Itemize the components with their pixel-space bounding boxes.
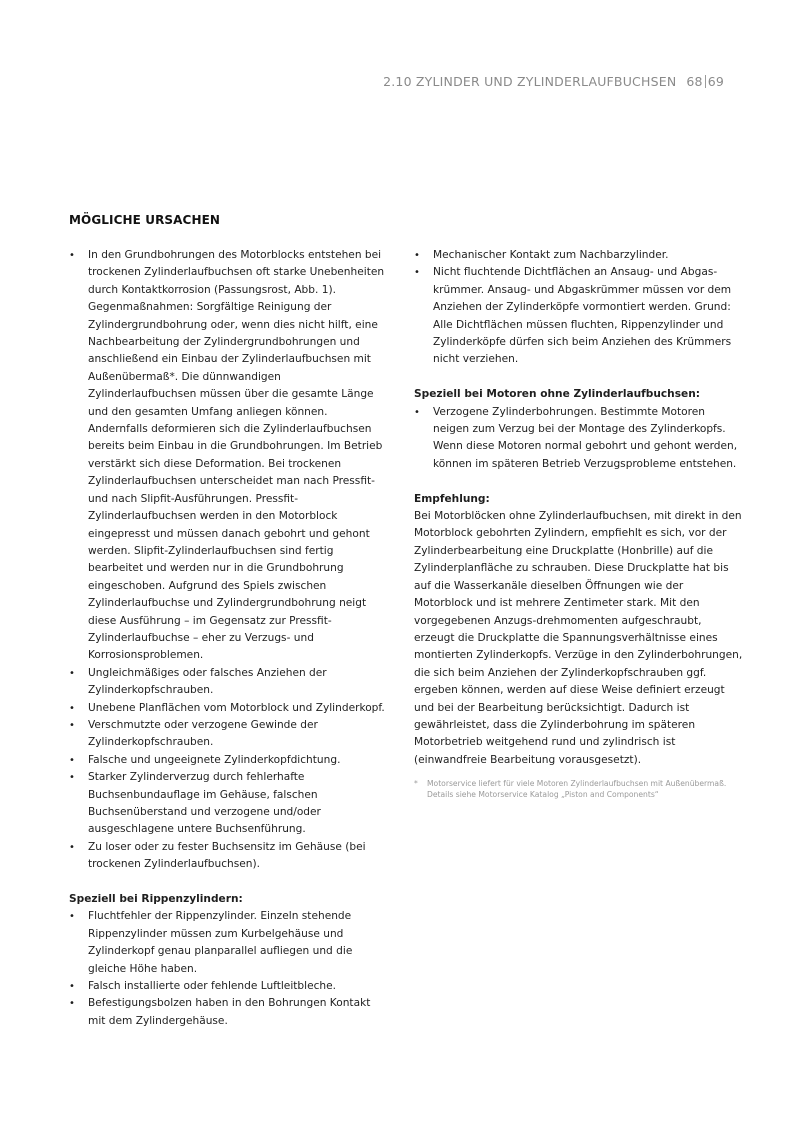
- ribbed-cylinders-heading: Speziell bei Rippenzylindern:: [69, 893, 243, 906]
- page-number-left: 68: [686, 74, 703, 89]
- ribbed-causes-list-continued: [414, 247, 744, 369]
- bullet-icon: •: [69, 667, 75, 679]
- list-item: • Falsch installierte oder fehlende Luftleitbleche.: [69, 978, 389, 995]
- list-item: • Unebene Planflächen vom Motorblock und Zylinderkopf.: [69, 700, 389, 717]
- list-item: • Zu loser oder zu fester Buchsensitz im Gehäuse (bei trockenen Zylinderlaufbuchsen).: [69, 840, 366, 871]
- bullet-icon: •: [69, 719, 75, 731]
- chapter-title: 2.10 ZYLINDER UND ZYLINDERLAUFBUCHSEN: [383, 74, 677, 89]
- footnote: [414, 778, 744, 800]
- recommendation-heading: Empfehlung:: [414, 492, 490, 505]
- bullet-icon: •: [414, 267, 420, 279]
- footnote-mark: *: [414, 779, 418, 788]
- list-item: • Falsche und ungeeignete Zylinderkopfdichtung.: [69, 752, 389, 769]
- recommendation-text: Bei Motorblöcken ohne Zylinderlaufbuchsen, mit direkt in den Motorblock gebohrten Zylindern, empfiehlt es sich, vor der Zylinderbearbeitung eine Druckplatte (Honbrille) auf die Zylinderplanfläche zu schrauben. Diese Druckplatte hat bis auf die Wasserkanäle dieselben Öffnungen wie der Motorblock und ist mehrere Zentimeter stark. Mit den vorgegebenen Anzugs-drehmomenten aufgeschraubt, erzeugt die Druckplatte die Spannungsverhältnisse eines montierten Zylinderkopfs. Verzüge in den Zylinderbohrungen, die sich beim Anziehen der Zylinderkopfschrauben ggf. ergeben können, werden auf diese Weise definiert erzeugt und bei der Bearbeitung berücksichtigt. Dadurch ist gewährleistet, dass die Zylinderbohrung im späteren Motorbetrieb weitgehend rund und zylindrisch ist (einwandfreie Bearbeitung vorausgesetzt).: [414, 510, 743, 766]
- list-item: • Nicht fluchtende Dichtflächen an Ansaug- und Abgas-krümmer. Ansaug- und Abgaskrümmer müssen vor dem Anziehen der Zylinderköpfe vormontiert werden. Grund: Alle Dichtflächen müssen fluchten, Rippenzylinder und Zylinderköpfe dürfen sich beim Anziehen des Krümmers nicht verziehen.: [414, 266, 732, 366]
- causes-list: [69, 247, 389, 874]
- bullet-icon: •: [69, 772, 75, 784]
- page-number-right: 69: [707, 74, 724, 89]
- list-item: • Befestigungsbolzen haben in den Bohrungen Kontakt mit dem Zylindergehäuse.: [69, 997, 371, 1027]
- no-liner-engines-heading: Speziell bei Motoren ohne Zylinderlaufbuchsen:: [414, 388, 700, 401]
- right-column: [414, 247, 744, 769]
- page-separator: [705, 75, 706, 88]
- list-item: • In den Grundbohrungen des Motorblocks entstehen bei trockenen Zylinderlaufbuchsen oft starke Unebenheiten durch Kontaktkorrosion (Passungsrost, Abb. 1). Gegenmaßnahmen: Sorgfältige Reinigung der Zylindergrundbohrung oder, wenn dies nicht hilft, eine Nachbearbeitung der Zylindergrundbohrungen und anschließend ein Einbau der Zylinderlaufbuchsen mit Außenübermaß*. Die dünnwandigen Zylinderlaufbuchsen müssen über die gesamte Länge und den gesamten Umfang anliegen können. Andernfalls deformieren sich die Zylinderlaufbuchsen bereits beim Einbau in die Grundbohrungen. Im Betrieb verstärkt sich diese Deformation. Bei trockenen Zylinderlaufbuchsen unterscheidet man nach Pressfit- und nach Slipfit-Ausführungen. Pressfit-Zylinderlaufbuchsen werden in den Motorblock eingepresst und müssen danach gebohrt und gehont werden. Slipfit-Zylinderlaufbuchsen sind fertig bearbeitet und werden nur in die Grundbohrung eingeschoben. Aufgrund des Spiels zwischen Zylinderlaufbuchse und Zylindergrundbohrung neigt diese Ausführung – im Gegensatz zur Pressfit-Zylinderlaufbuchse – eher zu Verzugs- und Korrosionsproblemen.: [69, 249, 385, 662]
- bullet-icon: •: [69, 250, 75, 261]
- page-numbers: [686, 74, 724, 89]
- section-title: MÖGLICHE URSACHEN: [69, 213, 221, 227]
- list-item: • Mechanischer Kontakt zum Nachbarzylinder.: [414, 247, 744, 264]
- list-item: • Verzogene Zylinderbohrungen. Bestimmte Motoren neigen zum Verzug bei der Montage des Zylinderkopfs. Wenn diese Motoren normal gebohrt und gehont werden, können im späteren Betrieb Verzugsprobleme entstehen.: [414, 405, 738, 470]
- bullet-icon: •: [69, 702, 75, 714]
- bullet-icon: •: [69, 981, 75, 993]
- bullet-icon: •: [69, 754, 75, 766]
- bullet-icon: •: [69, 911, 75, 923]
- left-column: [69, 247, 389, 1030]
- list-item: • Starker Zylinderverzug durch fehlerhafte Buchsenbundauflage im Gehäuse, falschen Buchsenüberstand und verzogene und/oder ausgeschlagene untere Buchsenführung.: [69, 771, 321, 836]
- list-item: • Fluchtfehler der Rippenzylinder. Einzeln stehende Rippenzylinder müssen zum Kurbelgehäuse und Zylinderkopf genau planparallel aufliegen und die gleiche Höhe haben.: [69, 910, 353, 975]
- list-item: • Ungleichmäßiges oder falsches Anziehen der Zylinderkopfschrauben.: [69, 666, 327, 697]
- bullet-icon: •: [69, 998, 75, 1010]
- ribbed-causes-list: [69, 908, 389, 1030]
- running-header: [383, 74, 724, 89]
- footnote-text: Motorservice liefert für viele Motoren Zylinderlaufbuchsen mit Außenübermaß. Details siehe Motorservice Katalog „Piston and Components“: [427, 779, 727, 799]
- bullet-icon: •: [414, 250, 420, 261]
- bullet-icon: •: [414, 406, 420, 418]
- bullet-icon: •: [69, 841, 75, 853]
- no-liner-causes-list: [414, 404, 744, 474]
- list-item: • Verschmutzte oder verzogene Gewinde der Zylinderkopfschrauben.: [69, 718, 318, 749]
